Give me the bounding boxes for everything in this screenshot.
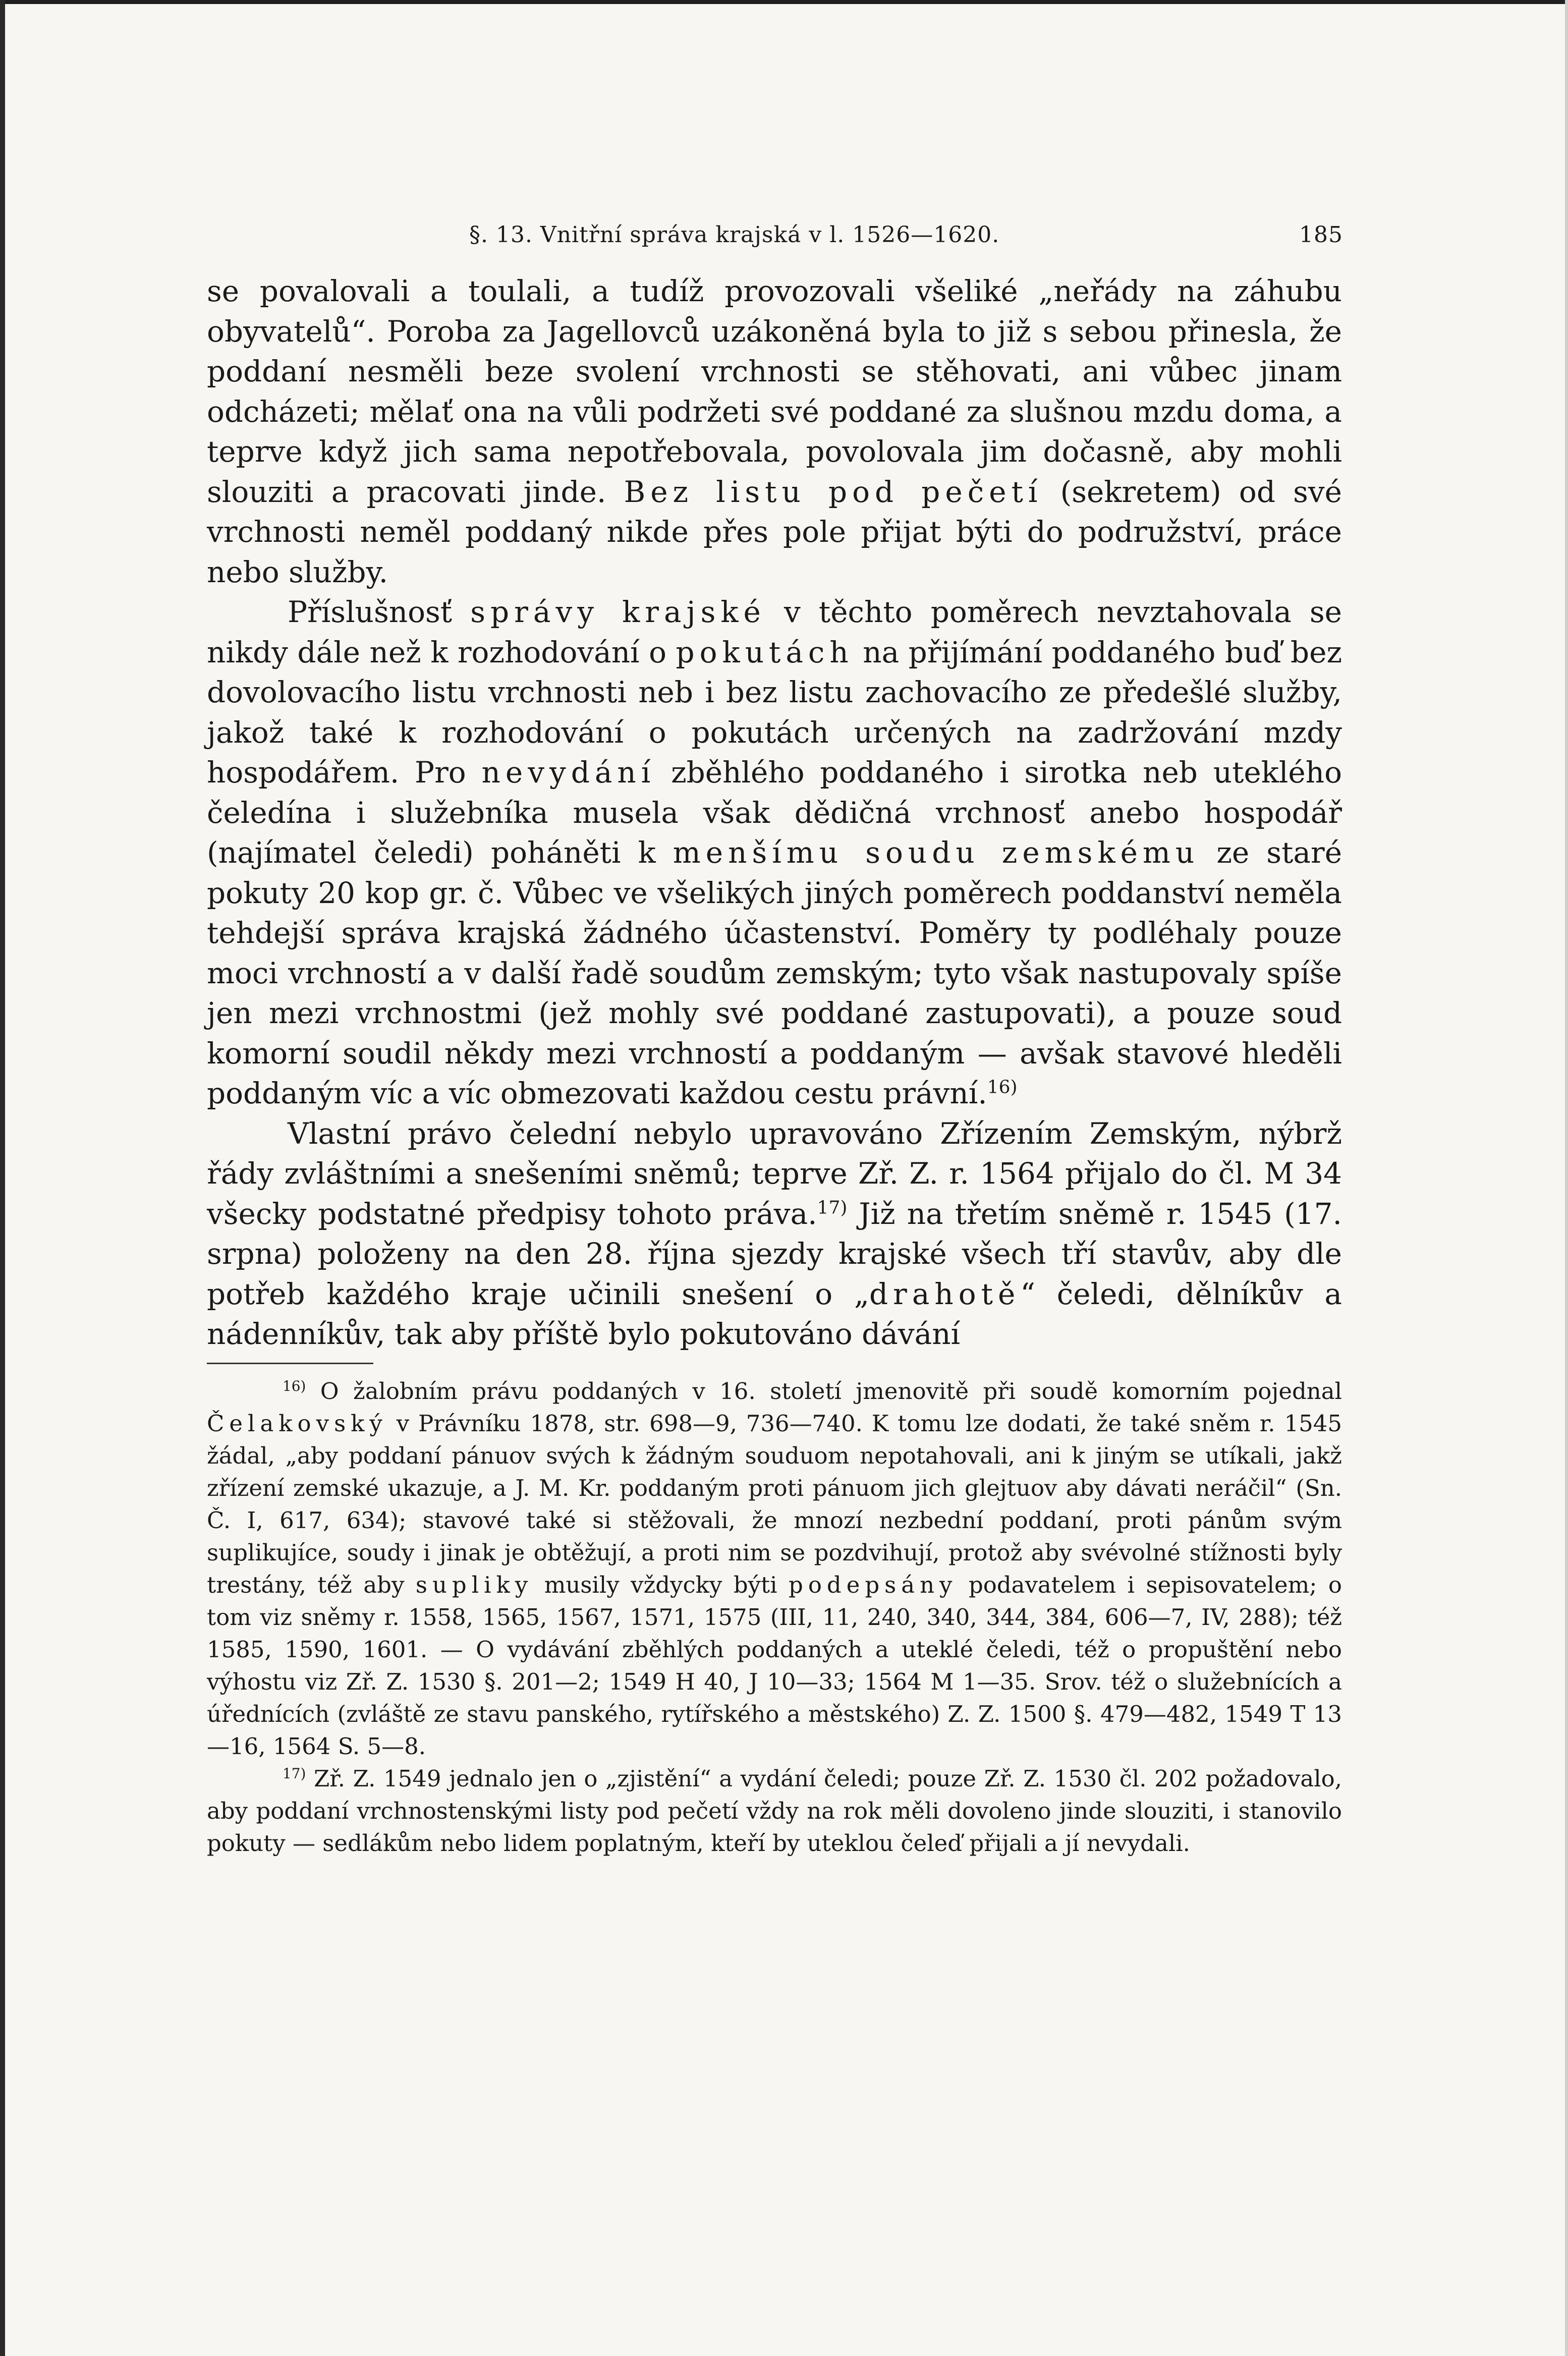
footnote-16 bbox=[207, 1375, 1342, 1763]
footnote-17-text: Zř. Z. 1549 jednalo jen o „zjistění“ a vydání čeledi; pouze Zř. Z. 1530 čl. 202 požadovalo, aby poddaní vrchnostenskými listy pod pečetí vždy na rok měli dovoleno jinde slouziti, i stanovilo pokuty — sedlákům nebo lidem poplatným, kteří by uteklou čeleď přijali a jí nevydali. bbox=[207, 1765, 1342, 1857]
footnote-16-c: musily vždycky býti bbox=[544, 1571, 777, 1598]
paragraph-2-mid-1: v těchto poměrech nevztahovala se nikdy dále než k rozhodování o bbox=[207, 595, 1342, 669]
footnote-ref-16: 16) bbox=[987, 1077, 1018, 1098]
paragraph-2-mid-2: na přijímání poddaného buď bez dovolovacího listu vrchnosti neb i bez listu zachovacího ze předešlé služby, jakož také k rozhodování o pokutách určených na zadržování mzdy hospodářem. Pro bbox=[207, 635, 1342, 790]
paragraph-2-spaced-3: nevydání bbox=[481, 755, 656, 790]
footnotes bbox=[207, 1375, 1342, 1860]
running-header bbox=[207, 222, 1342, 257]
book-page bbox=[207, 222, 1342, 1860]
page-number: 185 bbox=[1299, 222, 1343, 248]
footnote-16-mark: 16) bbox=[283, 1377, 306, 1394]
footnote-17-mark: 17) bbox=[283, 1765, 306, 1782]
footnote-ref-17: 17) bbox=[817, 1197, 848, 1218]
paragraph-2-start: Příslušnosť bbox=[288, 595, 453, 629]
paragraph-1-spaced: Bez listu pod pečetí bbox=[624, 474, 1043, 509]
paragraph-3-spaced: drahotě bbox=[869, 1276, 1021, 1311]
paragraph-3-end: “ čeledi, dělníkův a nádenníkův, tak aby příště bylo pokutováno dávání bbox=[207, 1276, 1342, 1351]
main-text bbox=[207, 271, 1342, 1355]
footnote-divider bbox=[207, 1363, 373, 1364]
footnote-16-spaced-2: podepsány bbox=[789, 1571, 958, 1598]
footnote-16-d: podavatelem i sepisovatelem; o tom viz sněmy r. 1558, 1565, 1567, 1571, 1575 (III, 11, 240, 340, 344, 384, 606—7, IV, 288); též 1585, 1590, 1601. — O vydávání zběhlých poddaných a uteklé čeledi, též o propuštění nebo výhostu viz Zř. Z. 1530 §. 201—2; 1549 H 40, J 10—33; 1564 M 1—35. Srov. též o služebnících a úřednících (zvláště ze stavu panského, rytířského a městského) Z. Z. 1500 §. 479—482, 1549 T 13—16, 1564 S. 5—8. bbox=[207, 1571, 1342, 1760]
footnote-16-name: Čelakovský bbox=[207, 1410, 387, 1437]
paragraph-1 bbox=[207, 271, 1342, 592]
footnote-16-a: O žalobním právu poddaných v 16. století jmenovitě při soudě komorním pojednal bbox=[320, 1377, 1342, 1405]
paragraph-2 bbox=[207, 592, 1342, 1114]
paragraph-3 bbox=[207, 1114, 1342, 1355]
paragraph-1-text: se povalovali a toulali, a tudíž provozovali všeliké „neřády na záhubu obyvatelů“. Poroba za Jagellovců uzákoněná byla to již s sebou přinesla, že poddaní nesměli beze svolení vrchnosti se stěhovati, ani vůbec jinam odcházeti; mělať ona na vůli podržeti své poddané za slušnou mzdu doma, a teprve když jich sama nepotřebovala, povolovala jim dočasně, aby mohli slouziti a pracovati jinde. bbox=[207, 274, 1342, 509]
scan-edge-right bbox=[1565, 0, 1568, 2356]
paragraph-3-start: Vlastní právo čelední nebylo upravováno Zřízením Zemským, nýbrž řády zvláštními a snešeními sněmů; teprve Zř. Z. r. 1564 přijalo do čl. M 34 všecky podstatné předpisy tohoto práva. bbox=[207, 1116, 1342, 1231]
footnote-17 bbox=[207, 1763, 1342, 1860]
scan-edge-left bbox=[0, 0, 5, 2356]
footnote-16-spaced-1: supliky bbox=[415, 1571, 533, 1598]
paragraph-2-mid-3: zběhlého poddaného i sirotka neb uteklého čeledína i služebníka musela však dědičná vrchnosť anebo hospodář (najímatel čeledi) poháněti k bbox=[207, 755, 1342, 870]
paragraph-2-spaced-4: menšímu soudu zemskému bbox=[673, 835, 1200, 870]
paragraph-2-spaced-1: správy krajské bbox=[470, 595, 766, 629]
paragraph-3-mid: Již na třetím sněmě r. 1545 (17. srpna) položeny na den 28. října sjezdy krajské všech tří stavův, aby dle potřeb každého kraje učinili snešení o „ bbox=[207, 1196, 1342, 1311]
scan-edge-top bbox=[0, 0, 1568, 4]
paragraph-2-spaced-2: pokutách bbox=[676, 635, 854, 669]
chapter-title: §. 13. Vnitřní správa krajská v l. 1526—1620. bbox=[469, 222, 1000, 248]
footnote-16-b: v Právníku 1878, str. 698—9, 736—740. K tomu lze dodati, že také sněm r. 1545 žádal, „aby poddaní pánuov svých k žádným souduom nepotahovali, ani k jiným se utíkali, jakž zřízení zemské ukazuje, a J. M. Kr. poddaným proti pánuom jich glejtuov aby dávati neráčil“ (Sn. Č. I, 617, 634); stavové také si stěžovali, že mnozí nezbední poddaní, proti pánům svým suplikujíce, soudy i jinak je obtěžují, a proti nim se pozdvihují, protož aby svévolné stížnosti byly trestány, též aby bbox=[207, 1410, 1342, 1598]
paragraph-2-end: ze staré pokuty 20 kop gr. č. Vůbec ve všelikých jiných poměrech poddanství neměla tehdejší správa krajská žádného účastenství. Poměry ty podléhaly pouze moci vrchností a v další řadě soudům zemským; tyto však nastupovaly spíše jen mezi vrchnostmi (jež mohly své poddané zastupovati), a pouze soud komorní soudil někdy mezi vrchností a poddaným — avšak stavové hleděli poddaným víc a víc obmezovati každou cestu právní. bbox=[207, 835, 1342, 1110]
paragraph-1-end: (sekretem) od své vrchnosti neměl poddaný nikde přes pole přijat býti do podružství, práce nebo služby. bbox=[207, 474, 1342, 589]
